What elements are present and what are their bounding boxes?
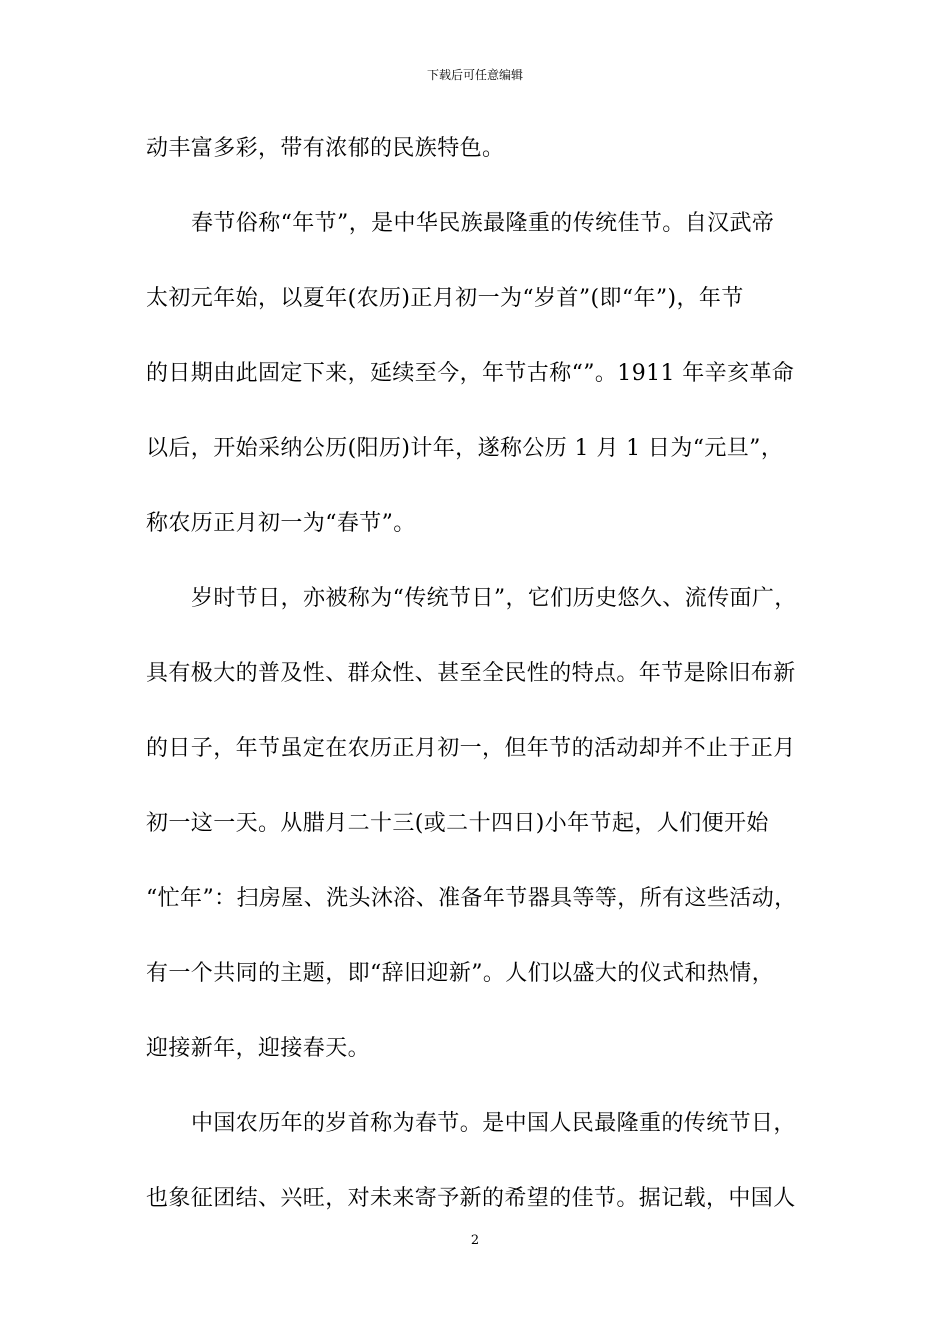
page-header: 下载后可任意编辑 [426, 68, 523, 82]
text-line: 称农历正月初一为“春节”。 [146, 511, 416, 536]
text-line: 初一这一天。从腊月二十三(或二十四日)小年节起，人们便开始 [146, 811, 769, 836]
text-line: “忙年”：扫房屋、洗头沐浴、准备年节器具等等，所有这些活动， [146, 886, 797, 911]
text-line: 有一个共同的主题，即“辞旧迎新”。人们以盛大的仪式和热情， [146, 961, 775, 986]
text-line: 太初元年始，以夏年(农历)正月初一为“岁首”(即“年”)，年节 [146, 286, 744, 311]
text-line: 具有极大的普及性、群众性、甚至全民性的特点。年节是除旧布新 [146, 661, 796, 686]
paragraph-first-line: 岁时节日，亦被称为“传统节日”，它们历史悠久、流传面广， [191, 586, 797, 611]
text-line: 也象征团结、兴旺，对未来寄予新的希望的佳节。据记载，中国人 [146, 1186, 796, 1211]
text-line: 动丰富多彩，带有浓郁的民族特色。 [146, 136, 505, 161]
paragraph-first-line: 春节俗称“年节”，是中华民族最隆重的传统佳节。自汉武帝 [191, 211, 775, 236]
text-line: 的日期由此固定下来，延续至今，年节古称“”。1911 年辛亥革命 [146, 361, 795, 386]
paragraph-first-line: 中国农历年的岁首称为春节。是中国人民最隆重的传统节日， [191, 1111, 796, 1136]
text-line: 迎接新年，迎接春天。 [146, 1036, 371, 1061]
text-line: 以后，开始采纳公历(阳历)计年，遂称公历 1 月 1 日为“元旦”， [146, 436, 784, 461]
page-number: 2 [470, 1233, 480, 1248]
text-line: 的日子，年节虽定在农历正月初一，但年节的活动却并不止于正月 [146, 736, 796, 761]
